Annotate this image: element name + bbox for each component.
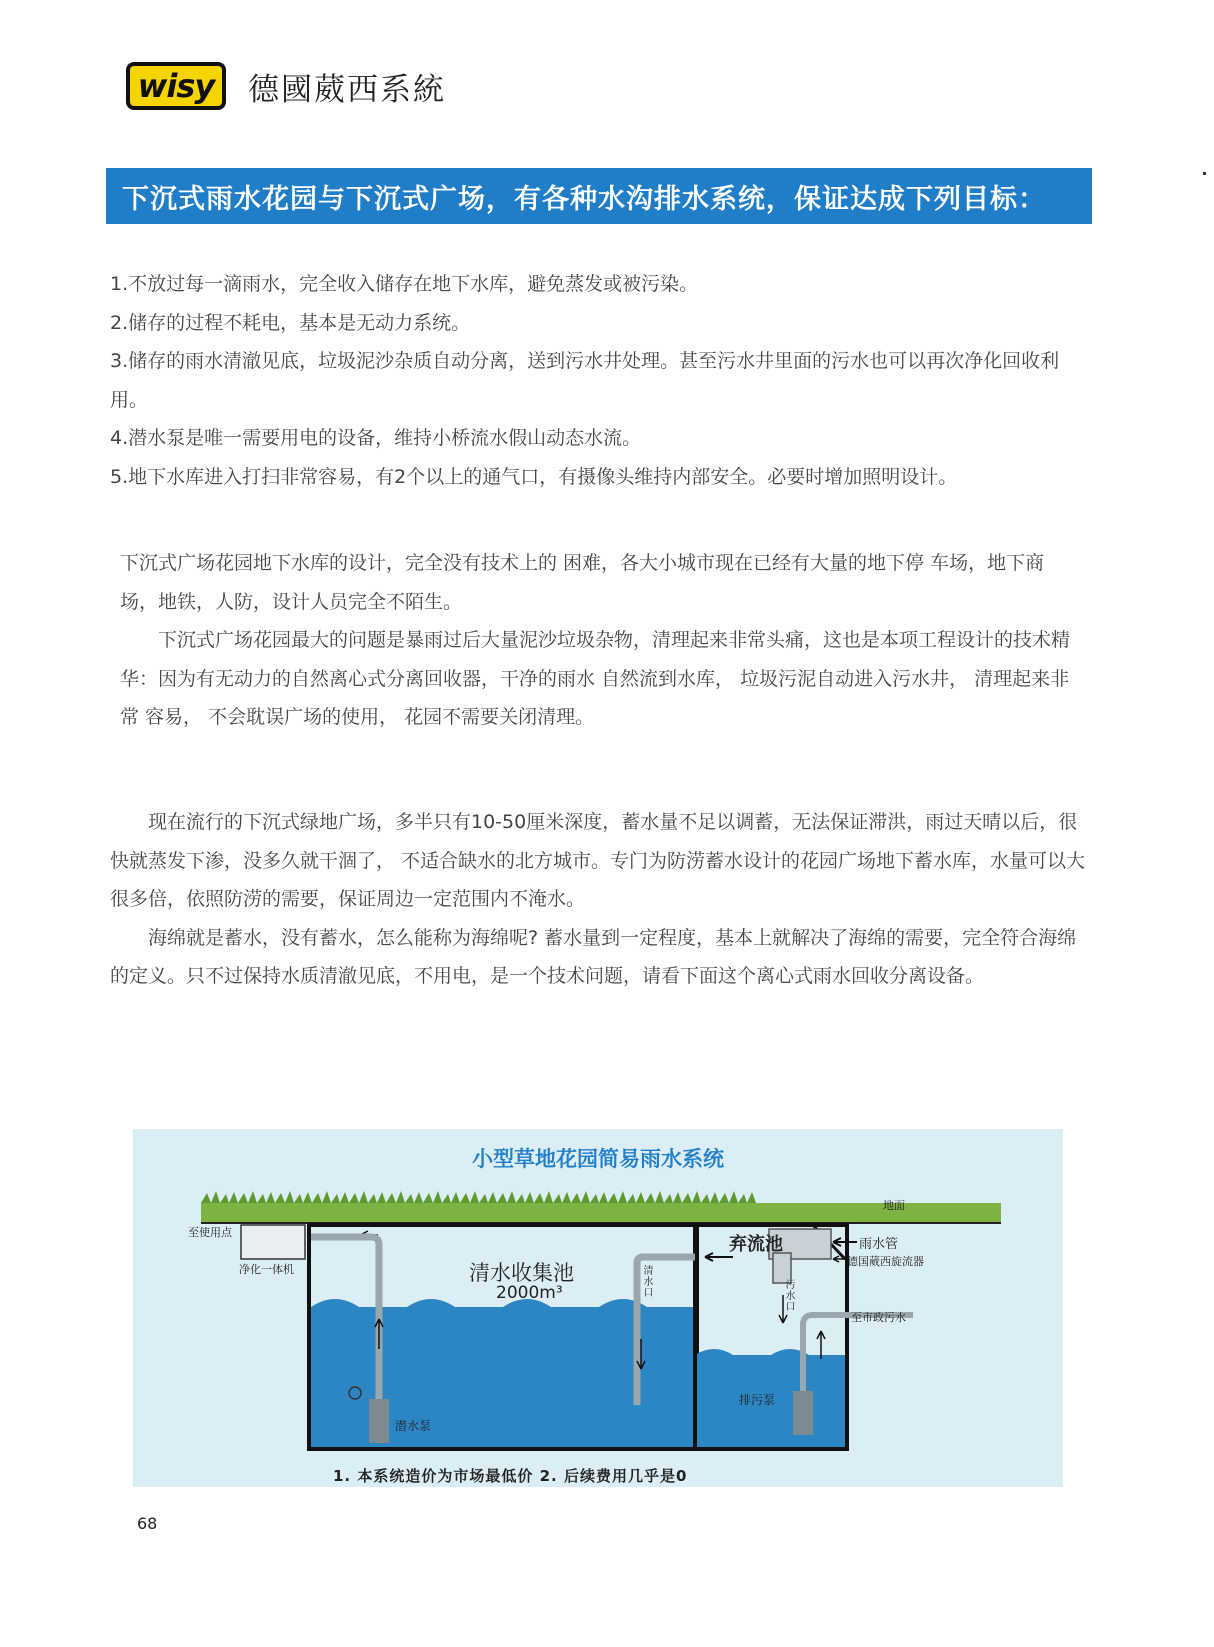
corner-mark	[1203, 172, 1206, 175]
rainwater-system-diagram	[133, 1129, 1063, 1487]
diagram-footnote: 1. 本系统造价为市场最低价 2. 后续费用几乎是0	[333, 1467, 688, 1485]
sewage-arrow-up	[817, 1331, 825, 1359]
sewage-pump-label: 排污泵	[739, 1393, 776, 1407]
submersible-pump-body	[369, 1399, 389, 1443]
rain-pipe-label: 雨水管	[859, 1237, 899, 1252]
grass-strip	[201, 1203, 1001, 1223]
submersible-pump-label: 潜水泵	[395, 1419, 432, 1433]
goal-item: 2.储存的过程不耗电，基本是无动力系统。	[110, 311, 471, 334]
header	[126, 60, 446, 112]
design-paragraph	[120, 544, 1080, 737]
goal-item: 4.潜水泵是唯一需要用电的设备，维持小桥流水假山动态水流。	[110, 427, 642, 449]
diagram-drawing	[133, 1129, 1063, 1487]
purifier-label: 净化一体机	[239, 1263, 294, 1276]
sewage-pump-body	[793, 1391, 813, 1435]
brand-title: 德國葳西系統	[248, 71, 446, 108]
paragraph: 下沉式广场花园地下水库的设计，完全没有技术上的 困难，各大小城市现在已经有大量的地下停 车场，地下商 场，地铁，人防，设计人员完全不陌生。	[120, 552, 1045, 613]
section-banner: 下沉式雨水花园与下沉式广场，有各种水沟排水系统，保证达成下列目标：	[106, 168, 1092, 224]
ground-label: 地面	[883, 1199, 905, 1212]
goal-item: 5.地下水库进入打扫非常容易，有2个以上的通气口，有摄像头维持内部安全。必要时增加照明设计。	[110, 465, 958, 488]
diagram-title: 小型草地花园简易雨水系统	[472, 1147, 724, 1171]
paragraph: 现在流行的下沉式绿地广场，多半只有10-50厘米深度，蓄水量不足以调蓄，无法保证滞洪，雨过天晴以后，很快就蒸发下渗，没多久就干涸了， 不适合缺水的北方城市。专门为防涝蓄水设计的花园广场地下蓄水库，水量可以大很多倍，依照防涝的需要，保证周边一定范围内不淹水。	[110, 811, 1086, 910]
logo-text: wisy	[137, 67, 215, 105]
separator-label: 德国葳西旋流器	[847, 1255, 924, 1268]
clean-water-inlet-label: 清水口	[641, 1265, 652, 1298]
purifier-box	[241, 1225, 305, 1259]
grass-blades	[201, 1191, 756, 1203]
paragraph: 海绵就是蓄水，没有蓄水，怎么能称为海绵呢? 蓄水量到一定程度，基本上就解决了海绵的需要，完全符合海绵的定义。只不过保持水质清澈见底，不用电，是一个技术问题，请看下面这个离心式雨水回收分离设备。	[110, 926, 1077, 987]
page-number: 68	[137, 1514, 158, 1533]
goal-item: 3.储存的雨水清澈见底，垃圾泥沙杂质自动分离，送到污水井处理。甚至污水井里面的污水也可以再次净化回收利用。	[110, 350, 1060, 411]
tank-volume: 2000m³	[496, 1283, 563, 1303]
goal-item: 1.不放过每一滴雨水，完全收入储存在地下水库，避免蒸发或被污染。	[110, 273, 699, 295]
to-use-point-label: 至使用点	[188, 1226, 232, 1239]
paragraph: 下沉式广场花园最大的问题是暴雨过后大量泥沙垃圾杂物，清理起来非常头痛，这也是本项工程设计的技术精华：因为有无动力的自然离心式分离回收器，干净的雨水 自然流到水库， 垃圾污泥自动进入污水井， 清理起来非常 容易， 不会耽误广场的使用， 花园不需要关闭清理。	[120, 629, 1071, 728]
sponge-paragraph	[110, 803, 1095, 996]
tank-title: 清水收集池	[469, 1261, 574, 1285]
goals-list	[110, 265, 1095, 496]
diversion-tank-label: 弃流池	[729, 1234, 783, 1255]
wisy-logo	[126, 62, 226, 110]
municipal-sewer-label: 至市政污水	[851, 1311, 906, 1324]
sewage-outlet-label: 污水口	[783, 1279, 794, 1312]
